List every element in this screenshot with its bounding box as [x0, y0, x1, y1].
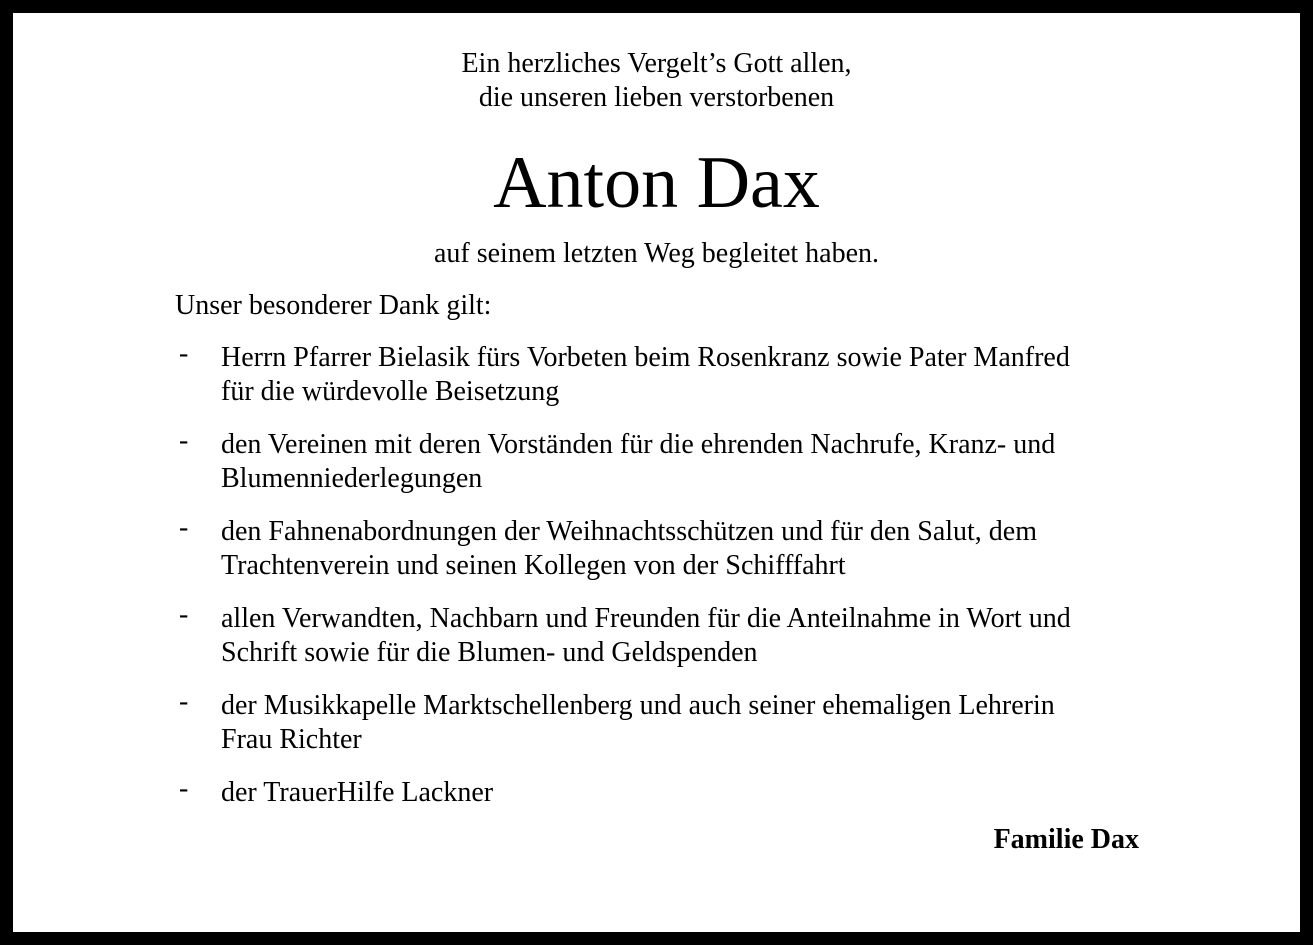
bullet-dash: -: [179, 686, 189, 717]
list-item-line-2: für die würdevolle Beisetzung: [221, 376, 560, 407]
outro-line: auf seinem letzten Weg begleitet haben.: [433, 238, 880, 269]
list-item: [175, 425, 1175, 496]
list-item-line-2: Trachtenverein und seinen Kollegen von der Schifffahrt: [221, 550, 846, 581]
deceased-name: Anton Dax: [493, 142, 820, 224]
list-item: [175, 773, 1175, 810]
list-item-line-1: der TrauerHilfe Lackner: [221, 777, 494, 808]
intro-line-2: die unseren lieben verstorbenen: [478, 82, 835, 113]
list-item: [175, 338, 1175, 409]
bullet-dash: -: [179, 599, 189, 630]
bullet-dash: -: [179, 773, 189, 804]
list-item-line-1: den Vereinen mit deren Vorständen für die ehrenden Nachrufe, Kranz- und: [221, 429, 1056, 460]
list-item-line-2: Frau Richter: [221, 724, 362, 755]
bullet-dash: -: [179, 512, 189, 543]
bullet-dash: -: [179, 338, 189, 369]
intro-line-1: Ein herzliches Vergelt’s Gott allen,: [461, 48, 852, 79]
bullet-dash: -: [179, 425, 189, 456]
thanks-heading: Unser besonderer Dank gilt:: [175, 290, 492, 321]
list-item-line-2: Schrift sowie für die Blumen- und Geldspenden: [221, 637, 758, 668]
list-item-line-1: Herrn Pfarrer Bielasik fürs Vorbeten beim Rosenkranz sowie Pater Manfred: [221, 342, 1070, 373]
thanks-list: [175, 338, 1175, 829]
list-item-line-1: allen Verwandten, Nachbarn und Freunden für die Anteilnahme in Wort und: [221, 603, 1071, 634]
list-item-line-1: den Fahnenabordnungen der Weihnachtsschützen und für den Salut, dem: [221, 516, 1038, 547]
list-item: [175, 599, 1175, 670]
list-item: [175, 686, 1175, 757]
signature: Familie Dax: [993, 824, 1139, 855]
list-item: [175, 512, 1175, 583]
list-item-line-1: der Musikkapelle Marktschellenberg und auch seiner ehemaligen Lehrerin: [221, 690, 1055, 721]
list-item-line-2: Blumenniederlegungen: [221, 463, 483, 494]
